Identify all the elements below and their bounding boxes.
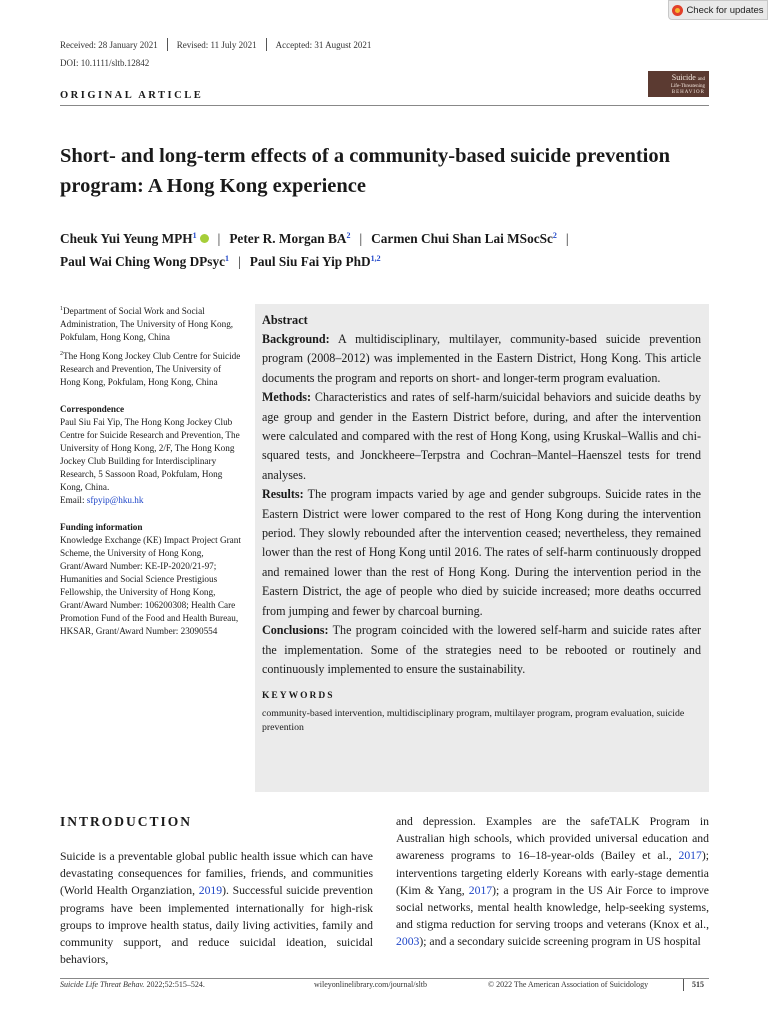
author-name[interactable]: Carmen Chui Shan Lai MSocSc: [371, 231, 553, 246]
divider: [266, 38, 267, 51]
orcid-icon[interactable]: [200, 234, 209, 243]
page-footer: [60, 980, 709, 992]
abstract-results: [262, 485, 701, 621]
author-name[interactable]: Cheuk Yui Yeung MPH: [60, 231, 193, 246]
author-separator: |: [217, 231, 221, 246]
abstract-methods: [262, 388, 701, 485]
affiliation-marker[interactable]: 2: [552, 231, 557, 240]
article-title: Short- and long-term effects of a community-based suicide prevention program: A Hong Kong experience: [60, 145, 671, 197]
affiliation-marker[interactable]: 1: [192, 231, 197, 240]
abstract-background: [262, 330, 701, 388]
journal-abbrev: Suicide Life Threat Behav.: [60, 980, 145, 989]
section-label: Methods:: [262, 390, 312, 405]
sidebar-info: [60, 303, 241, 638]
correspondence-text: Paul Siu Fai Yip, The Hong Kong Jockey Club Centre for Suicide Research and Prevention, The University of Hong Kong, 2/F, The Hong Kong Jockey Club Building for Interdisciplinary Research, 5 Sassoon Road, Pokfulam, Hong Kong, China.: [60, 417, 240, 493]
author-separator: |: [359, 231, 363, 246]
author-name[interactable]: Paul Siu Fai Yip PhD: [249, 254, 371, 269]
footer-rule: [60, 978, 709, 979]
update-badge-icon: [672, 5, 683, 16]
journal-url[interactable]: wileyonlinelibrary.com/journal/sltb: [314, 980, 428, 989]
revised-date: Revised: 11 July 2021: [176, 39, 257, 50]
header-rule: [60, 105, 709, 106]
affiliation-number: 2: [60, 351, 63, 358]
body-text: ); and a secondary suicide screening program in US hospital: [419, 935, 701, 949]
correspondence-heading: Correspondence: [60, 404, 125, 415]
keywords-list: community-based intervention, multidisciplinary program, multilayer program, program evaluation, suicide prevention: [262, 708, 685, 733]
citation-link[interactable]: 2003: [396, 935, 420, 949]
funding-text: Knowledge Exchange (KE) Impact Project Grant Scheme, the University of Hong Kong, Grant/Award Number: KE-IP-2020/21-97; Humanities and Social Science Prestigious Fellowship, the University of Hong Kong, Grant/Award Number: 106200308; Health Care Promotion Fund of the Food and Health Bureau, HKSAR, Grant/Award Number: 23090554: [60, 535, 241, 637]
author-separator: |: [238, 254, 241, 269]
article-dates: [60, 38, 371, 51]
logo-word: and: [697, 77, 705, 82]
affiliation-marker[interactable]: 1: [225, 254, 230, 263]
section-text: Characteristics and rates of self-harm/suicidal behaviors and suicide deaths by age group and gender in the Eastern District before, during, and after the intervention were calculated and compared with the rest of Hong Kong, using Kruskal–Wallis and chi-squared tests, and Jonckheere–Terpstra and Cochran–Mantel–Haenszel tests for trend analyses.: [262, 390, 701, 482]
affiliation-text: The Hong Kong Jockey Club Centre for Suicide Research and Prevention, The University of Hong Kong, Pokfulam, Hong Kong, China: [60, 351, 241, 388]
logo-word: BEHAVIOR: [671, 90, 705, 95]
logo-word: Life-Threatening: [670, 84, 705, 89]
doi[interactable]: DOI: 10.1111/sltb.12842: [60, 58, 150, 68]
affiliation-marker[interactable]: 2: [346, 231, 351, 240]
journal-citation: [60, 980, 205, 989]
section-text: A multidisciplinary, multilayer, community-based suicide prevention program (2008–2012) was implemented in the Eastern District, Hong Kong. This article documents the program and reports on short- and longer-term program evaluation.: [262, 332, 701, 385]
email-label: Email:: [60, 495, 87, 506]
affiliation-text: Department of Social Work and Social Administration, The University of Hong Kong, Pokfulam, Hong Kong, China: [60, 306, 234, 343]
section-label: Background:: [262, 332, 330, 346]
correspondence-email: [60, 494, 241, 507]
section-text: The program coincided with the lowered self-harm and suicide rates after the implementation. Some of the strategies need to be rebooted or routinely and continuously implemented to ensure the sustainability.: [262, 623, 701, 676]
section-text: The program impacts varied by age and gender subgroups. Suicide rates in the Eastern District were lower compared to the rest of Hong Kong during the intervention period. They slowly rebounded after the intervention ceased; nevertheless, they remained lower than the rest of Hong Kong until 2016. The rates of self-harm continuously dropped and remained lower than the rest of Hong Kong. During the intervention period in the Eastern District, the age of people who died by suicide increased; more deaths occurred from jumping and fewer by charcoal burning.: [262, 487, 701, 618]
abstract-heading: Abstract: [262, 313, 308, 327]
body-text: Suicide is a preventable global public health issue which can have devastating consequences for families, friends, and communities (World Health Organziation,: [60, 850, 373, 898]
email-link[interactable]: sfpyip@hku.hk: [86, 495, 144, 506]
body-text: ); a program in the US Air Force to improve social networks, mental health knowledge, help-seeking systems, and stigma reduction for serving troops and veterans (Knox et al.,: [396, 883, 709, 932]
citation-link[interactable]: 2017: [468, 883, 493, 897]
section-label: Results:: [262, 487, 304, 502]
section-label: Conclusions:: [262, 623, 329, 638]
citation-link[interactable]: 2019: [198, 884, 223, 898]
page-number: 515: [692, 980, 704, 989]
body-text: ). Successful suicide prevention programs have been implemented internationally for high-risk groups to improve health status, daily living activities, family and community support, and reduce suicidal ideation, suicidal behaviors,: [60, 884, 373, 967]
affiliation-marker[interactable]: 1,2: [370, 254, 381, 263]
copyright: © 2022 The American Association of Suicidology: [488, 980, 649, 989]
accepted-date: Accepted: 31 August 2021: [275, 39, 372, 50]
body-column-right: [396, 813, 709, 951]
body-column-left: [60, 848, 373, 968]
journal-logo: [648, 71, 709, 97]
introduction-heading: INTRODUCTION: [60, 814, 193, 829]
author-name[interactable]: Paul Wai Ching Wong DPsyc: [60, 254, 226, 269]
keywords-heading: KEYWORDS: [262, 691, 335, 702]
received-date: Received: 28 January 2021: [60, 39, 158, 50]
check-updates-label: Check for updates: [686, 4, 764, 16]
affiliation-number: 1: [60, 306, 63, 312]
volume-pages: 2022;52:515–524.: [144, 980, 205, 989]
abstract-box: [255, 304, 709, 792]
abstract-conclusions: [262, 621, 701, 679]
affiliation-2: [60, 348, 241, 389]
body-text: and depression. Examples are the safeTALK Program in Australian high schools, which provided universal education and awareness programs to 16–18-year-olds (Bailey et al.,: [396, 815, 709, 863]
citation-link[interactable]: 2017: [678, 849, 702, 863]
body-text: ); interventions targeting elderly Koreans with early-stage dementia (Kim & Yang,: [396, 849, 709, 897]
check-for-updates-button[interactable]: [668, 0, 768, 20]
affiliation-1: [60, 303, 241, 344]
logo-word: Suicide: [671, 73, 696, 82]
author-separator: |: [565, 231, 569, 246]
article-type: ORIGINAL ARTICLE: [60, 90, 204, 101]
author-name[interactable]: Peter R. Morgan BA: [229, 231, 347, 246]
funding-heading: Funding information: [60, 522, 143, 533]
divider: [167, 38, 168, 51]
author-list: [60, 227, 720, 273]
divider: [683, 979, 684, 991]
